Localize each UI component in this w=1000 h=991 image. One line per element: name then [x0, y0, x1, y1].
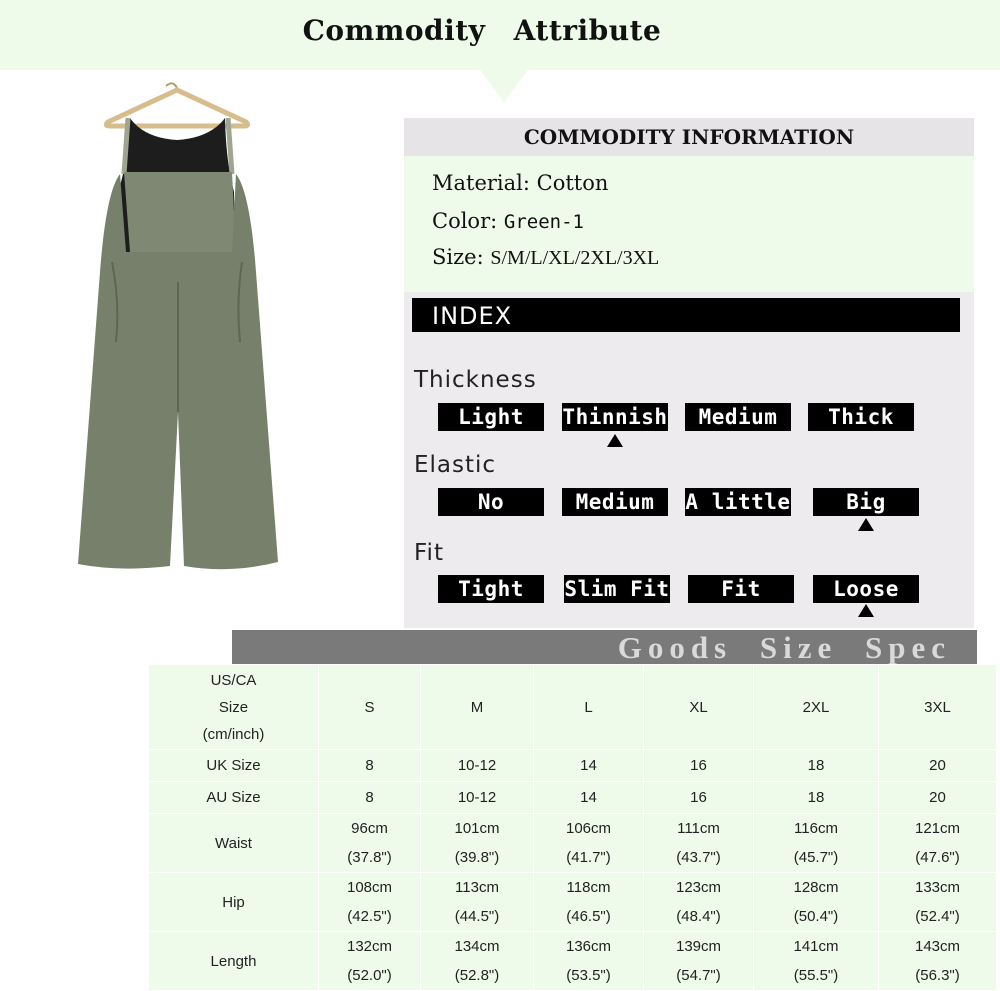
table-cell: 8 [319, 782, 421, 814]
size-table [148, 664, 997, 991]
table-row-hip [149, 873, 997, 932]
table-cell: 139cm (54.7") [644, 932, 754, 991]
material-line [432, 171, 608, 195]
table-cell: 96cm (37.8") [319, 814, 421, 873]
table-cell: 121cm (47.6") [879, 814, 997, 873]
table-cell: 14 [534, 782, 644, 814]
table-cell: 20 [879, 750, 997, 782]
commodity-info-header: COMMODITY INFORMATION [404, 118, 974, 156]
selected-triangle-icon [858, 604, 874, 617]
table-cell: 10-12 [421, 782, 534, 814]
color-line [432, 209, 584, 233]
size-header: 3XL [879, 665, 997, 750]
elastic-label: Elastic [414, 452, 497, 478]
selected-triangle-icon [858, 518, 874, 531]
size-header: XL [644, 665, 754, 750]
thickness-option-light: Light [438, 403, 544, 431]
color-value: Green-1 [503, 211, 584, 233]
table-cell: 141cm (55.5") [754, 932, 879, 991]
size-header: M [421, 665, 534, 750]
table-cell: 136cm (53.5") [534, 932, 644, 991]
table-row-au-size [149, 782, 997, 814]
thickness-label: Thickness [414, 367, 537, 393]
table-row-waist [149, 814, 997, 873]
table-cell: 118cm (46.5") [534, 873, 644, 932]
table-cell: 128cm (50.4") [754, 873, 879, 932]
table-cell: 108cm (42.5") [319, 873, 421, 932]
table-cell: 10-12 [421, 750, 534, 782]
row-label: Hip [149, 873, 319, 932]
table-cell: 133cm (52.4") [879, 873, 997, 932]
fit-option-tight: Tight [438, 575, 544, 603]
material-label: Material: [432, 171, 530, 195]
banner-pointer-icon [480, 70, 528, 102]
color-label: Color: [432, 209, 498, 233]
elastic-option-medium: Medium [562, 488, 668, 516]
size-label: Size: [432, 245, 484, 269]
table-cell: 132cm (52.0") [319, 932, 421, 991]
page-title: Commodity Attribute [302, 14, 662, 47]
index-title: INDEX [412, 298, 960, 332]
size-header: L [534, 665, 644, 750]
table-cell: 16 [644, 750, 754, 782]
table-cell: 116cm (45.7") [754, 814, 879, 873]
table-cell: 18 [754, 750, 879, 782]
size-header: S [319, 665, 421, 750]
table-cell: 101cm (39.8") [421, 814, 534, 873]
fit-option-fit: Fit [688, 575, 794, 603]
fit-option-loose: Loose [813, 575, 919, 603]
table-cell: 134cm (52.8") [421, 932, 534, 991]
row-label: UK Size [149, 750, 319, 782]
size-line [432, 245, 659, 270]
table-header-label: US/CA Size (cm/inch) [149, 665, 319, 750]
size-header: 2XL [754, 665, 879, 750]
table-cell: 113cm (44.5") [421, 873, 534, 932]
table-cell: 16 [644, 782, 754, 814]
size-value: S/M/L/XL/2XL/3XL [490, 247, 660, 269]
fit-label: Fit [414, 540, 444, 566]
product-image [60, 82, 295, 602]
material-value: Cotton [536, 171, 609, 195]
thickness-option-medium: Medium [685, 403, 791, 431]
table-cell: 20 [879, 782, 997, 814]
table-cell: 143cm (56.3") [879, 932, 997, 991]
selected-triangle-icon [607, 434, 623, 447]
thickness-option-thick: Thick [808, 403, 914, 431]
thickness-option-thinnish: Thinnish [562, 405, 668, 429]
table-cell: 123cm (48.4") [644, 873, 754, 932]
table-cell: 8 [319, 750, 421, 782]
table-cell: 106cm (41.7") [534, 814, 644, 873]
row-label: Length [149, 932, 319, 991]
elastic-option-no: No [438, 488, 544, 516]
elastic-option-big: Big [813, 488, 919, 516]
table-cell: 18 [754, 782, 879, 814]
size-spec-title: Goods Size Spec [617, 630, 951, 665]
table-row-uk-size [149, 750, 997, 782]
fit-option-slim-fit: Slim Fit [564, 577, 670, 601]
row-label: Waist [149, 814, 319, 873]
elastic-option-a-little: A little [685, 490, 791, 514]
table-header-row [149, 665, 997, 750]
header-banner [0, 0, 1000, 70]
row-label: AU Size [149, 782, 319, 814]
table-cell: 111cm (43.7") [644, 814, 754, 873]
table-cell: 14 [534, 750, 644, 782]
